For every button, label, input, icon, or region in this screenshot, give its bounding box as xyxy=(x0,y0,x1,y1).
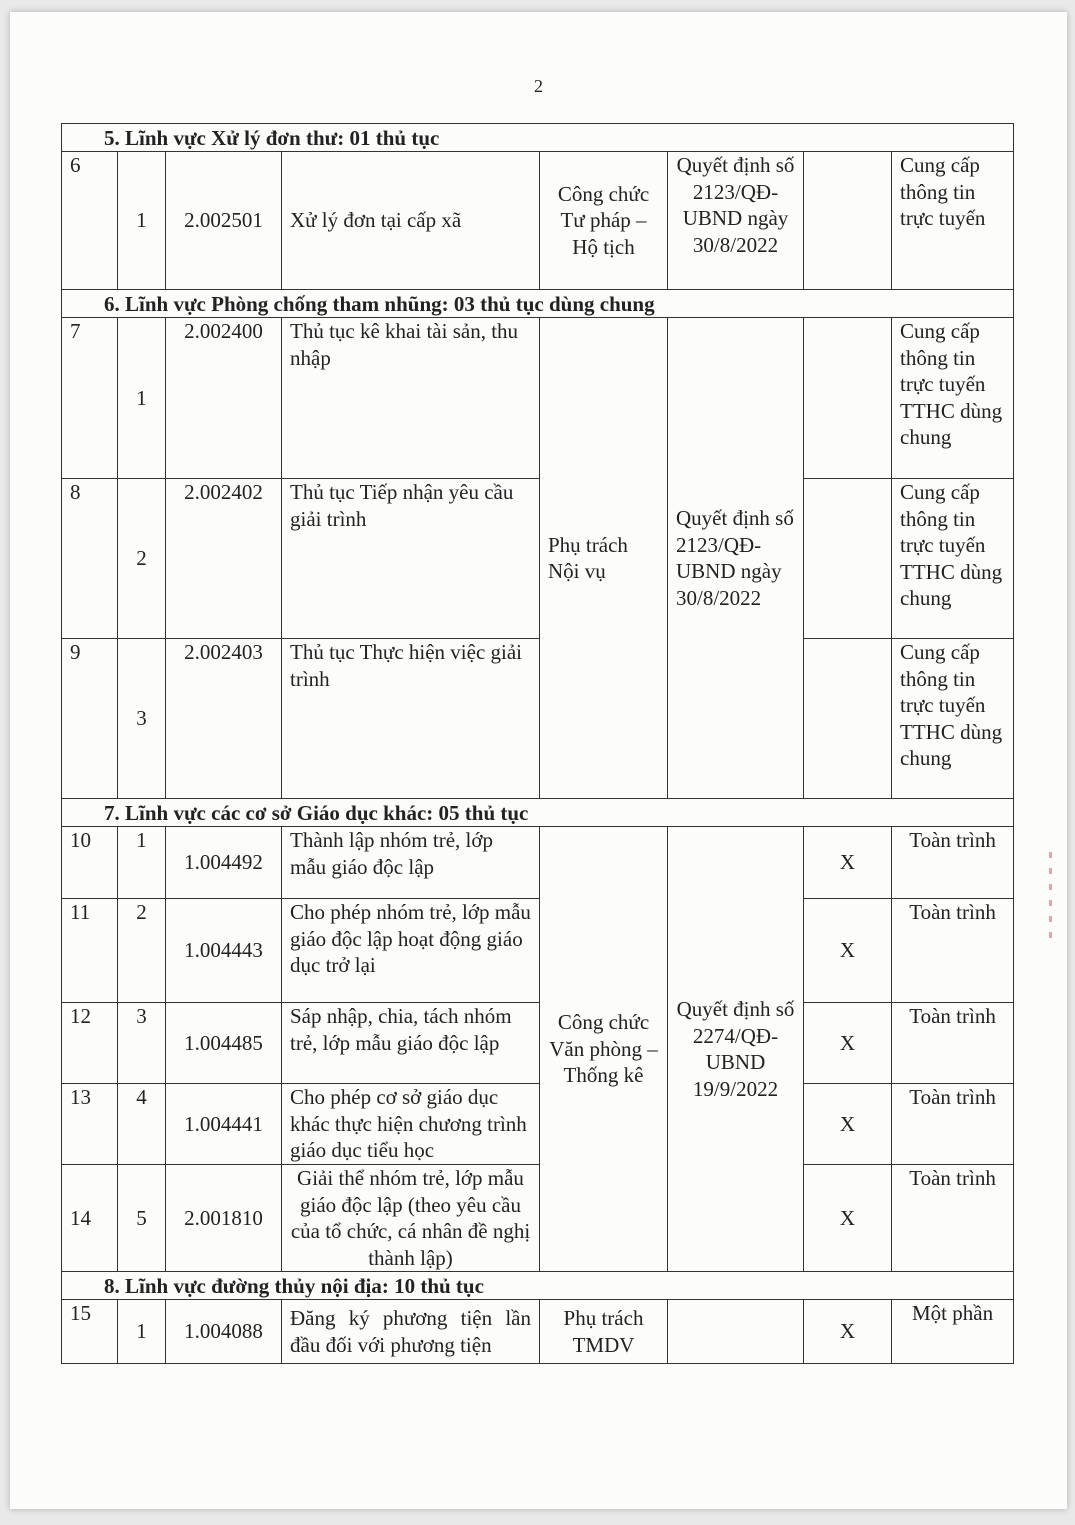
mark-cell: X xyxy=(804,1300,892,1364)
table-row xyxy=(62,899,1014,1003)
level-cell: Toàn trình xyxy=(892,827,1014,899)
index-cell: 1 xyxy=(118,318,166,479)
table-row xyxy=(62,318,1014,479)
procedure-name-cell: Cho phép cơ sở giáo dục khác thực hiện chương trình giáo dục tiểu học xyxy=(282,1084,540,1165)
red-seal-edge-mark xyxy=(1046,842,1056,1002)
section-header: 8. Lĩnh vực đường thủy nội địa: 10 thủ tục xyxy=(62,1272,1014,1300)
table-row xyxy=(62,639,1014,799)
stt-cell: 11 xyxy=(62,899,118,1003)
mark-cell xyxy=(804,479,892,639)
stt-cell: 14 xyxy=(62,1165,118,1272)
unit-cell: Phụ trách Nội vụ xyxy=(540,318,668,799)
mark-cell xyxy=(804,152,892,290)
code-cell: 2.002400 xyxy=(166,318,282,479)
level-cell: Một phần xyxy=(892,1300,1014,1364)
decision-cell: Quyết định số 2123/QĐ-UBND ngày 30/8/2022 xyxy=(668,318,804,799)
code-cell: 2.002403 xyxy=(166,639,282,799)
mark-cell: X xyxy=(804,1165,892,1272)
level-cell: Cung cấp thông tin trực tuyến TTHC dùng chung xyxy=(892,479,1014,639)
level-cell: Toàn trình xyxy=(892,1165,1014,1272)
index-cell: 1 xyxy=(118,827,166,899)
level-cell: Cung cấp thông tin trực tuyến TTHC dùng chung xyxy=(892,639,1014,799)
table-row xyxy=(62,479,1014,639)
code-cell: 1.004485 xyxy=(166,1003,282,1084)
stt-cell: 10 xyxy=(62,827,118,899)
stt-cell: 6 xyxy=(62,152,118,290)
section-header: 6. Lĩnh vực Phòng chống tham nhũng: 03 thủ tục dùng chung xyxy=(62,290,1014,318)
table-row xyxy=(62,1084,1014,1165)
unit-cell: Công chức Tư pháp – Hộ tịch xyxy=(540,152,668,290)
procedure-name-cell: Thủ tục Tiếp nhận yêu cầu giải trình xyxy=(282,479,540,639)
section-header: 7. Lĩnh vực các cơ sở Giáo dục khác: 05 thủ tục xyxy=(62,799,1014,827)
table-row xyxy=(62,152,1014,290)
index-cell: 2 xyxy=(118,899,166,1003)
procedure-name-cell: Xử lý đơn tại cấp xã xyxy=(282,152,540,290)
page-number: 2 xyxy=(534,76,543,96)
code-cell: 1.004492 xyxy=(166,827,282,899)
index-cell: 5 xyxy=(118,1165,166,1272)
procedure-name-cell: Cho phép nhóm trẻ, lớp mẫu giáo độc lập hoạt động giáo dục trở lại xyxy=(282,899,540,1003)
stt-cell: 8 xyxy=(62,479,118,639)
table-row xyxy=(62,827,1014,899)
procedure-name-cell: Sáp nhập, chia, tách nhóm trẻ, lớp mẫu giáo độc lập xyxy=(282,1003,540,1084)
level-cell: Toàn trình xyxy=(892,1003,1014,1084)
mark-cell: X xyxy=(804,1003,892,1084)
procedure-name-cell: Đăng ký phương tiện lần đầu đối với phương tiện xyxy=(282,1300,540,1364)
procedure-name-cell: Thủ tục Thực hiện việc giải trình xyxy=(282,639,540,799)
level-cell: Cung cấp thông tin trực tuyến TTHC dùng chung xyxy=(892,318,1014,479)
index-cell: 2 xyxy=(118,479,166,639)
procedure-table xyxy=(61,123,1014,1364)
procedure-name-cell: Thủ tục kê khai tài sản, thu nhập xyxy=(282,318,540,479)
stt-cell: 13 xyxy=(62,1084,118,1165)
index-cell: 1 xyxy=(118,1300,166,1364)
decision-cell: Quyết định số 2274/QĐ-UBND 19/9/2022 xyxy=(668,827,804,1272)
mark-cell xyxy=(804,639,892,799)
level-cell: Toàn trình xyxy=(892,899,1014,1003)
unit-cell: Công chức Văn phòng – Thống kê xyxy=(540,827,668,1272)
procedure-name-cell: Thành lập nhóm trẻ, lớp mẫu giáo độc lập xyxy=(282,827,540,899)
decision-cell xyxy=(668,1300,804,1364)
mark-cell: X xyxy=(804,1084,892,1165)
unit-cell: Phụ trách TMDV xyxy=(540,1300,668,1364)
mark-cell: X xyxy=(804,827,892,899)
stt-cell: 9 xyxy=(62,639,118,799)
table-row xyxy=(62,1003,1014,1084)
index-cell: 3 xyxy=(118,1003,166,1084)
code-cell: 2.002402 xyxy=(166,479,282,639)
level-cell: Cung cấp thông tin trực tuyến xyxy=(892,152,1014,290)
level-cell: Toàn trình xyxy=(892,1084,1014,1165)
code-cell: 1.004443 xyxy=(166,899,282,1003)
code-cell: 1.004088 xyxy=(166,1300,282,1364)
section-header: 5. Lĩnh vực Xử lý đơn thư: 01 thủ tục xyxy=(62,124,1014,152)
document-page xyxy=(10,12,1067,1509)
code-cell: 1.004441 xyxy=(166,1084,282,1165)
table-row xyxy=(62,1300,1014,1364)
procedure-name-cell: Giải thể nhóm trẻ, lớp mẫu giáo độc lập (theo yêu cầu của tổ chức, cá nhân đề nghị thành lập) xyxy=(282,1165,540,1272)
stt-cell: 7 xyxy=(62,318,118,479)
code-cell: 2.001810 xyxy=(166,1165,282,1272)
index-cell: 4 xyxy=(118,1084,166,1165)
index-cell: 1 xyxy=(118,152,166,290)
code-cell: 2.002501 xyxy=(166,152,282,290)
mark-cell: X xyxy=(804,899,892,1003)
mark-cell xyxy=(804,318,892,479)
stt-cell: 12 xyxy=(62,1003,118,1084)
stt-cell: 15 xyxy=(62,1300,118,1364)
table-row xyxy=(62,1165,1014,1272)
index-cell: 3 xyxy=(118,639,166,799)
decision-cell: Quyết định số 2123/QĐ-UBND ngày 30/8/2022 xyxy=(668,152,804,290)
